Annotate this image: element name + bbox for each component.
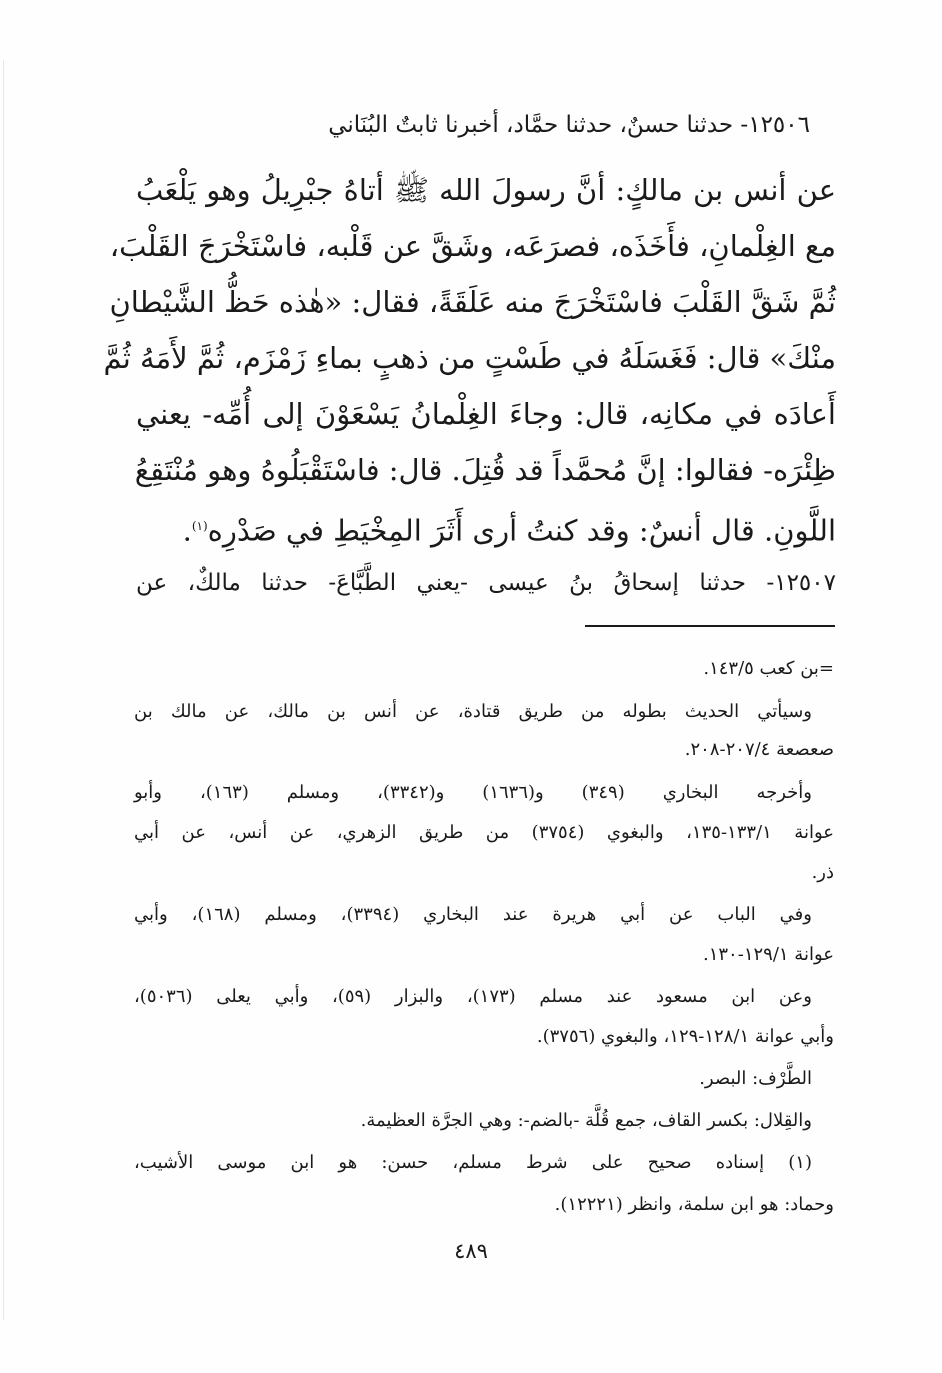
footnote-line-4: وأخرجه البخاري (٣٤٩) و(١٦٣٦) و(٣٣٤٢)، ومسلم (١٦٣)، وأبو xyxy=(134,782,812,803)
footnote-line-7: وفي الباب عن أبي هريرة عند البخاري (٣٣٩٤)، ومسلم (١٦٨)، وأبي xyxy=(134,904,812,925)
hadith-last-line-text: اللَّونِ. قال أنسٌ: وقد كنتُ أرى أَثَرَ المِخْيَطِ في صَدْرِه xyxy=(207,513,836,548)
footnote-line-2: وسيأتي الحديث بطوله من طريق قتادة، عن أنس بن مالك، عن مالك بن xyxy=(134,701,812,722)
footnote-line-1: =بن كعب ١٤٣/٥. xyxy=(703,658,834,679)
footnote-marker: (١) xyxy=(191,519,208,533)
footnote-line-6: ذر. xyxy=(811,862,834,883)
hadith-line-5: أَعادَه في مكانِه، قال: وجاءَ الغِلْمانُ يَسْعَوْنَ إلى أُمِّه- يعني xyxy=(136,397,836,431)
footnote-line-11: الطَّرْف: البصر. xyxy=(699,1068,812,1089)
footnote-line-12: والقِلال: بكسر القاف، جمع قُلَّة -بالضم-: وهي الجرَّة العظيمة. xyxy=(360,1110,812,1131)
hadith-line-3: ثُمَّ شَقَّ القَلْبَ فاسْتَخْرَجَ منه عَلَقَةً، فقال: «هٰذه حَظُّ الشَّيْطانِ xyxy=(109,285,836,319)
hadith-line-4: منْكَ» قال: فَغَسَلَهُ في طَسْتٍ من ذهبٍ بماءِ زَمْزَم، ثُمَّ لأَمَهُ ثُمَّ xyxy=(103,341,836,375)
hadith-line-7 xyxy=(183,506,836,551)
hadith-12506-header: ١٢٥٠٦- حدثنا حسنٌ، حدثنا حمَّاد، أخبرنا ثابتٌ البُنَاني xyxy=(328,112,810,138)
hadith-line-6: ظِئْرَه- فقالوا: إنَّ مُحمَّداً قد قُتِلَ. قال: فاسْتَقْبَلُوهُ وهو مُنْتَقِعُ xyxy=(134,453,836,487)
footnote-separator xyxy=(585,625,835,627)
hadith-line-2: مع الغِلْمانِ، فأَخَذَه، فصرَعَه، وشَقَّ عن قَلْبه، فاسْتَخْرَجَ القَلْبَ، xyxy=(109,229,836,263)
hadith-12507-line: ١٢٥٠٧- حدثنا إسحاقُ بنُ عيسى -يعني الطَّبَّاعَ- حدثنا مالكٌ، عن xyxy=(136,570,836,596)
page-number: ٤٨٩ xyxy=(454,1239,488,1263)
footnote-line-14: وحماد: هو ابن سلمة، وانظر (١٢٢٢١). xyxy=(554,1194,834,1215)
hadith-last-line-end: . xyxy=(182,513,192,548)
footnote-line-3: صعصعة ٢٠٧/٤-٢٠٨. xyxy=(684,739,834,760)
footnote-line-5: عوانة ١٣٣/١-١٣٥، والبغوي (٣٧٥٤) من طريق الزهري، عن أنس، عن أبي xyxy=(134,822,834,843)
footnote-line-9: وعن ابن مسعود عند مسلم (١٧٣)، والبزار (٥٩)، وأبي يعلى (٥٠٣٦)، xyxy=(134,986,812,1007)
footnote-line-10: وأبي عوانة ١٢٨/١-١٢٩، والبغوي (٣٧٥٦). xyxy=(536,1026,834,1047)
page-edge-line xyxy=(3,60,4,1320)
footnote-line-13: (١) إسناده صحيح على شرط مسلم، حسن: هو ابن موسى الأشيب، xyxy=(134,1152,812,1173)
hadith-line-1: عن أنس بن مالكٍ: أنَّ رسولَ الله ﷺ أتاهُ جبْرِيلُ وهو يَلْعَبُ xyxy=(136,173,836,207)
footnote-line-8: عوانة ١٢٩/١-١٣٠. xyxy=(702,944,834,965)
